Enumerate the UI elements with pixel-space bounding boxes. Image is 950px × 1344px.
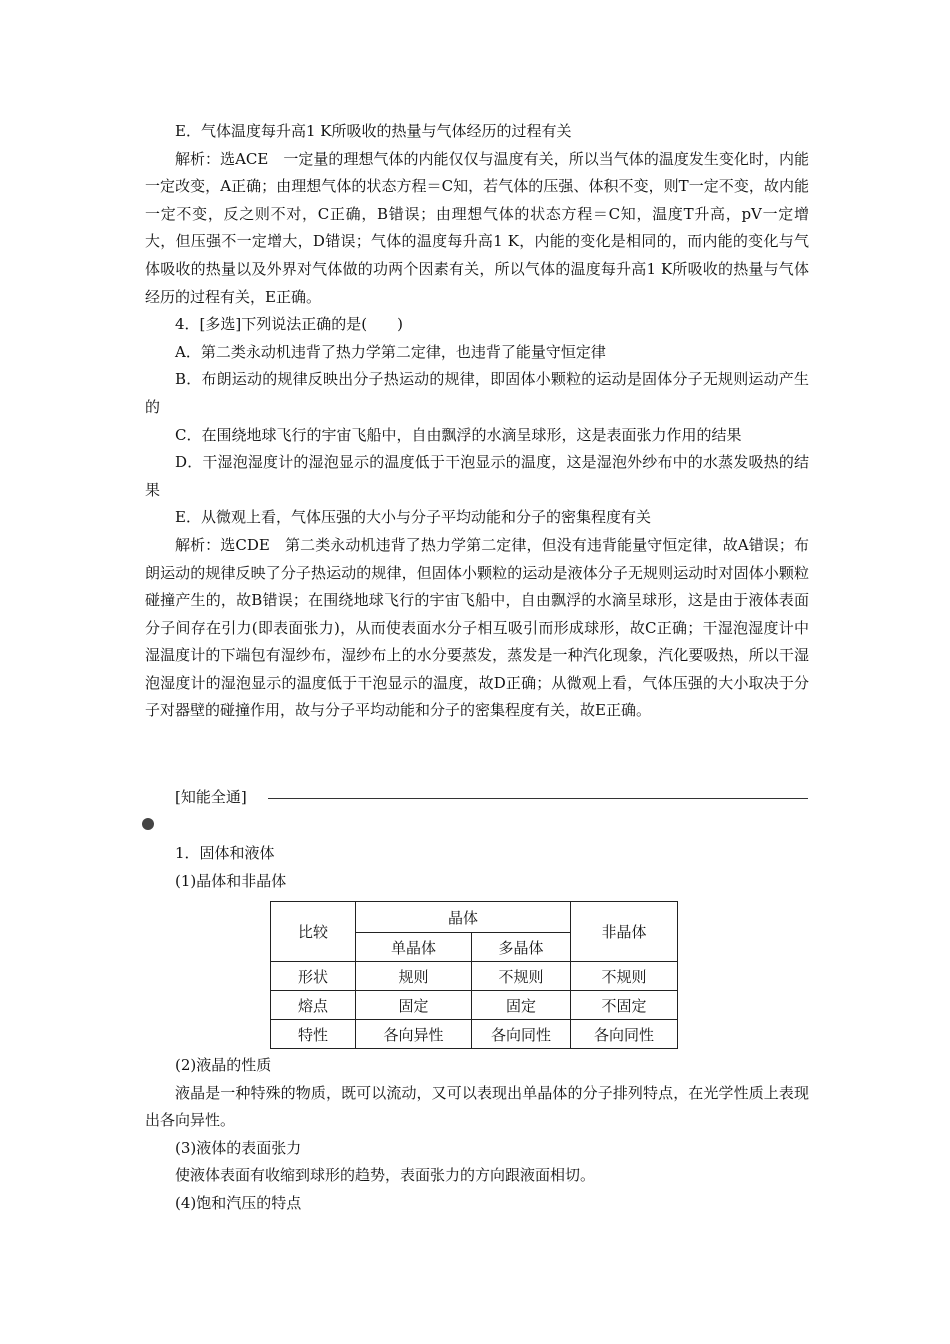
heading-solid-liquid: 1．固体和液体 (175, 844, 275, 862)
option-e-q3: E．气体温度每升高1 K所吸收的热量与气体经历的过程有关 (175, 122, 572, 140)
section-divider (268, 798, 808, 799)
table-header-amorphous: 非晶体 (571, 902, 678, 962)
text-block-upper (145, 118, 809, 725)
table-row (271, 962, 678, 991)
table-row (271, 1020, 678, 1049)
para-surface-tension: 使液体表面有收缩到球形的趋势，表面张力的方向跟液面相切。 (175, 1166, 596, 1185)
para-liquid-crystal: 液晶是一种特殊的物质，既可以流动，又可以表现出单晶体的分子排列特点，在光学性质上表现出各向异性。 (145, 1083, 809, 1130)
table-cell: 各向同性 (571, 1020, 678, 1049)
option-e-q4: E．从微观上看，气体压强的大小与分子平均动能和分子的密集程度有关 (175, 508, 651, 527)
option-a-q4: A．第二类永动机违背了热力学第二定律，也违背了能量守恒定律 (175, 342, 606, 361)
table-cell: 熔点 (271, 991, 356, 1020)
text-block-section (145, 840, 809, 895)
table-cell: 不固定 (571, 991, 678, 1020)
option-d-q4: D．干湿泡湿度计的湿泡显示的温度低于干泡显示的温度，这是湿泡外纱布中的水蒸发吸热的结果 (145, 453, 809, 499)
table-header-crystal: 晶体 (356, 902, 571, 933)
table-header-compare: 比较 (271, 902, 356, 962)
option-b-q4: B．布朗运动的规律反映出分子热运动的规律，即固体小颗粒的运动是固体分子无规则运动产生的 (145, 370, 809, 416)
crystal-comparison-table (270, 901, 678, 1049)
table-cell: 不规则 (472, 962, 571, 991)
table-header-single: 单晶体 (356, 933, 472, 962)
table-cell: 固定 (356, 991, 472, 1020)
heading-surface-tension: (3)液体的表面张力 (175, 1138, 302, 1157)
table-cell: 各向同性 (472, 1020, 571, 1049)
section-title: [知能全通] (175, 788, 247, 806)
text-block-lower (145, 1052, 809, 1218)
question-4: 4．[多选]下列说法正确的是( ) (175, 315, 403, 334)
table-cell: 规则 (356, 962, 472, 991)
heading-saturated-vapor: (4)饱和汽压的特点 (175, 1193, 302, 1212)
table-cell: 固定 (472, 991, 571, 1020)
table-row (271, 991, 678, 1020)
table-cell: 各向异性 (356, 1020, 472, 1049)
table-header-poly: 多晶体 (472, 933, 571, 962)
heading-crystal: (1)晶体和非晶体 (175, 871, 287, 890)
analysis-q3: 解析：选ACE 一定量的理想气体的内能仅仅与温度有关，所以当气体的温度发生变化时，内能一定改变，A正确；由理想气体的状态方程＝C知，若气体的压强、体积不变，则T一定不变，故内能一定不变，反之则不对，C正确，B错误；由理想气体的状态方程＝C知，温度T升高，pV一定增大，但压强不一定增大，D错误；气体的温度每升高1 K，内能的变化是相同的，而内能的变化与气体吸收的热量以及外界对气体做的功两个因素有关，所以气体的温度每升高1 K所吸收的热量与气体经历的过程有关，E正确。 (145, 149, 809, 306)
heading-liquid-crystal: (2)液晶的性质 (175, 1056, 272, 1074)
bullet-dot-icon (142, 818, 154, 830)
table-cell: 不规则 (571, 962, 678, 991)
table-cell: 形状 (271, 962, 356, 991)
table-cell: 特性 (271, 1020, 356, 1049)
option-c-q4: C．在围绕地球飞行的宇宙飞船中，自由飘浮的水滴呈球形，这是表面张力作用的结果 (175, 425, 742, 444)
analysis-q4: 解析：选CDE 第二类永动机违背了热力学第二定律，但没有违背能量守恒定律，故A错误；布朗运动的规律反映了分子热运动的规律，但固体小颗粒的运动是液体分子无规则运动时对固体小颗粒碰撞产生的，故B错误；在围绕地球飞行的宇宙飞船中，自由飘浮的水滴呈球形，这是由于液体表面分子间存在引力(即表面张力)，从而使表面水分子相互吸引而形成球形，故C正确；干湿泡湿度计中湿温度计的下端包有湿纱布，湿纱布上的水分要蒸发，蒸发是一种汽化现象，汽化要吸热，所以干湿泡湿度计的湿泡显示的温度低于干泡显示的温度，故D正确；从微观上看，气体压强的大小取决于分子对器壁的碰撞作用，故与分子平均动能和分子的密集程度有关，故E正确。 (145, 535, 809, 720)
